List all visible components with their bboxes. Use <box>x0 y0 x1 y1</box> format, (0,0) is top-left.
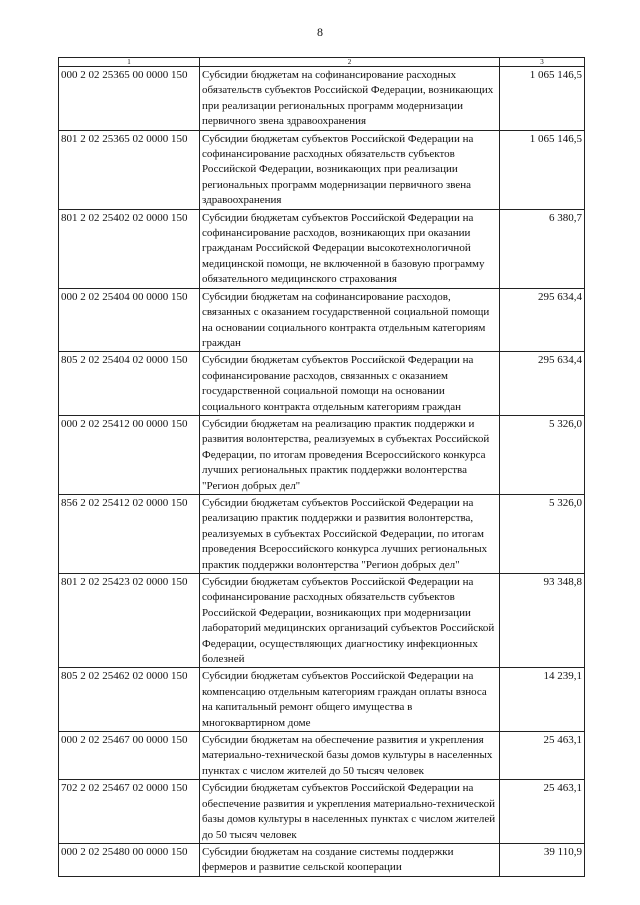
budget-amount: 1 065 146,5 <box>500 130 585 209</box>
budget-amount: 5 326,0 <box>500 494 585 573</box>
column-number-row <box>59 58 585 67</box>
page-number: 8 <box>317 25 323 39</box>
budget-amount: 1 065 146,5 <box>500 67 585 131</box>
budget-item-name: Субсидии бюджетам на обеспечение развития и укрепления материально-технической базы домов культуры в населенных пунктах с числом жителей до 50 тысяч человек <box>200 732 500 780</box>
table-row <box>59 668 585 732</box>
budget-code: 000 2 02 25365 00 0000 150 <box>59 67 200 131</box>
budget-item-name: Субсидии бюджетам субъектов Российской Федерации на софинансирование расходов, связанных с оказанием государственной социальной помощи на основании социального контракта отдельным категориям граждан <box>200 352 500 416</box>
budget-table <box>58 57 585 877</box>
table-row <box>59 574 585 668</box>
budget-item-name: Субсидии бюджетам субъектов Российской Федерации на обеспечение развития и укрепления материально-технической базы домов культуры в населенных пунктах с числом жителей до 50 тысяч человек <box>200 780 500 844</box>
budget-amount: 25 463,1 <box>500 732 585 780</box>
budget-code: 000 2 02 25412 00 0000 150 <box>59 415 200 494</box>
budget-code: 000 2 02 25467 00 0000 150 <box>59 732 200 780</box>
budget-item-name: Субсидии бюджетам на создание системы поддержки фермеров и развитие сельской кооперации <box>200 843 500 876</box>
budget-amount: 295 634,4 <box>500 288 585 352</box>
budget-amount: 5 326,0 <box>500 415 585 494</box>
table-row <box>59 415 585 494</box>
budget-amount: 93 348,8 <box>500 574 585 668</box>
budget-item-name: Субсидии бюджетам на реализацию практик поддержки и развития волонтерства, реализуемых в субъектах Российской Федерации, по итогам проведения Всероссийского конкурса лучших региональных практик поддержки волонтерства "Регион добрых дел" <box>200 415 500 494</box>
budget-item-name: Субсидии бюджетам субъектов Российской Федерации на софинансирование расходных обязательств субъектов Российской Федерации, возникающих при модернизации лабораторий медицинских организаций субъектов Российской Федерации, осуществляющих диагностику инфекционных болезней <box>200 574 500 668</box>
budget-amount: 39 110,9 <box>500 843 585 876</box>
budget-code: 805 2 02 25404 02 0000 150 <box>59 352 200 416</box>
table-row <box>59 130 585 209</box>
table-row <box>59 843 585 876</box>
column-number-code: 1 <box>59 58 200 67</box>
budget-code: 801 2 02 25402 02 0000 150 <box>59 209 200 288</box>
budget-item-name: Субсидии бюджетам на софинансирование расходов, связанных с оказанием государственной социальной помощи на основании социального контракта отдельным категориям граждан <box>200 288 500 352</box>
budget-amount: 295 634,4 <box>500 352 585 416</box>
budget-item-name: Субсидии бюджетам субъектов Российской Федерации на софинансирование расходов, возникающих при оказании гражданам Российской Федерации высокотехнологичной медицинской помощи, не включенной в базовую программу обязательного медицинского страхования <box>200 209 500 288</box>
budget-code: 856 2 02 25412 02 0000 150 <box>59 494 200 573</box>
budget-item-name: Субсидии бюджетам субъектов Российской Федерации на софинансирование расходных обязательств субъектов Российской Федерации, возникающих при реализации региональных программ модернизации первичного звена здравоохранения <box>200 130 500 209</box>
budget-item-name: Субсидии бюджетам субъектов Российской Федерации на реализацию практик поддержки и развития волонтерства, реализуемых в субъектах Российской Федерации, по итогам проведения Всероссийского конкурса лучших региональных практик поддержки волонтерства "Регион добрых дел" <box>200 494 500 573</box>
table-row <box>59 732 585 780</box>
budget-amount: 14 239,1 <box>500 668 585 732</box>
budget-code: 702 2 02 25467 02 0000 150 <box>59 780 200 844</box>
budget-code: 805 2 02 25462 02 0000 150 <box>59 668 200 732</box>
table-row <box>59 288 585 352</box>
budget-code: 000 2 02 25404 00 0000 150 <box>59 288 200 352</box>
budget-amount: 25 463,1 <box>500 780 585 844</box>
table-row <box>59 67 585 131</box>
budget-code: 801 2 02 25365 02 0000 150 <box>59 130 200 209</box>
budget-code: 000 2 02 25480 00 0000 150 <box>59 843 200 876</box>
budget-code: 801 2 02 25423 02 0000 150 <box>59 574 200 668</box>
table-row <box>59 352 585 416</box>
table-row <box>59 494 585 573</box>
budget-amount: 6 380,7 <box>500 209 585 288</box>
table-row <box>59 780 585 844</box>
column-number-name: 2 <box>200 58 500 67</box>
table-row <box>59 209 585 288</box>
column-number-amount: 3 <box>500 58 585 67</box>
budget-item-name: Субсидии бюджетам на софинансирование расходных обязательств субъектов Российской Федерации, возникающих при реализации региональных программ модернизации первичного звена здравоохранения <box>200 67 500 131</box>
budget-item-name: Субсидии бюджетам субъектов Российской Федерации на компенсацию отдельным категориям граждан оплаты взноса на капитальный ремонт общего имущества в многоквартирном доме <box>200 668 500 732</box>
